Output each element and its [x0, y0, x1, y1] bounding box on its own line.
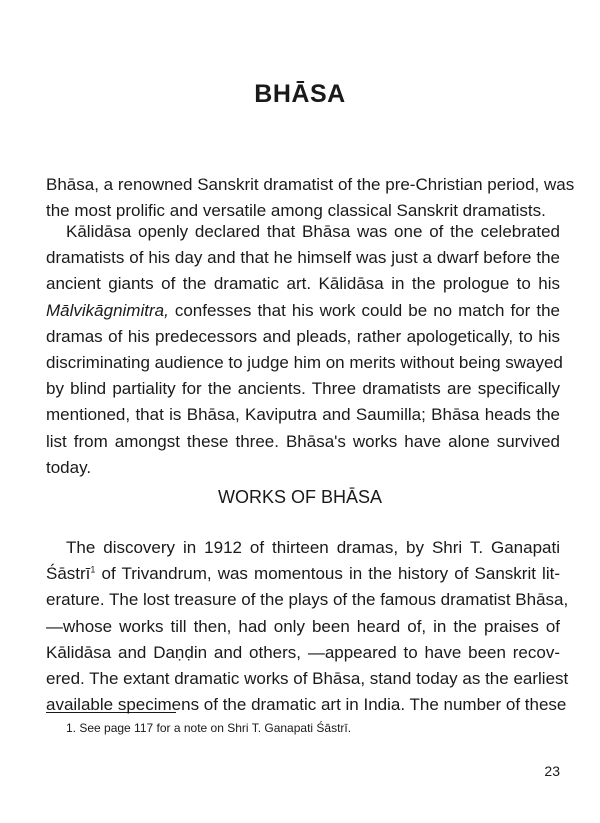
text-line: erature. The lost treasure of the plays of the famous dramatist Bhāsa, [46, 590, 569, 610]
footnote: 1. See page 117 for a note on Shri T. Ganapati Śāstrī. [66, 721, 352, 735]
text-line: ered. The extant dramatic works of Bhāsa, stand today as the earliest [46, 668, 569, 688]
intro-paragraph [46, 172, 575, 224]
text-line: the most prolific and versatile among classical Sanskrit dramatists. [46, 201, 546, 221]
text-line: today. [46, 457, 92, 477]
section-heading: WORKS OF BHĀSA [217, 487, 383, 507]
text-line: ancient giants of the dramatic art. Kālidāsa in the prologue to his [46, 274, 560, 294]
chapter-title: BHĀSA [254, 80, 346, 108]
text-line: dramas of his predecessors and pleads, rather apologetically, to his [46, 326, 560, 346]
text-line: dramatists of his day and that he himself was just a dwarf before the [46, 248, 560, 268]
text-line: Kālidāsa and Daṇḍin and others, —appeared to have been recov- [46, 642, 560, 662]
text-line: The discovery in 1912 of thirteen dramas, by Shri T. Ganapati [66, 538, 560, 557]
text-line: by blind partiality for the ancients. Three dramatists are specifically [46, 379, 560, 399]
text-line [46, 561, 560, 587]
text-line [46, 298, 560, 324]
italic-title: Mālvikāgnimitra, [46, 300, 169, 320]
text-fragment: Śāstrī [46, 564, 91, 584]
text-line: Kālidāsa openly declared that Bhāsa was one of the celebrated [66, 222, 560, 241]
text-line: —whose works till then, had only been heard of, in the praises of [46, 616, 560, 636]
body-paragraph [46, 535, 569, 718]
text-fragment: confesses that his work could be no match for the [168, 300, 560, 320]
text-line: discriminating audience to judge him on merits without being swayed [46, 352, 563, 372]
footnote-marker: 1 [90, 564, 96, 575]
text-line: Bhāsa, a renowned Sanskrit dramatist of the pre-Christian period, was [46, 175, 575, 194]
text-fragment: of Trivandrum, was momentous in the history of Sanskrit lit- [95, 564, 560, 584]
page-number: 23 [544, 763, 560, 779]
body-paragraph [46, 219, 563, 481]
text-line: mentioned, that is Bhāsa, Kaviputra and Saumilla; Bhāsa heads the [46, 405, 560, 425]
text-line: available specimens of the dramatic art in India. The number of these [46, 695, 567, 715]
footnote-divider [46, 712, 176, 713]
text-line: list from amongst these three. Bhāsa's works have alone survived [46, 431, 560, 451]
